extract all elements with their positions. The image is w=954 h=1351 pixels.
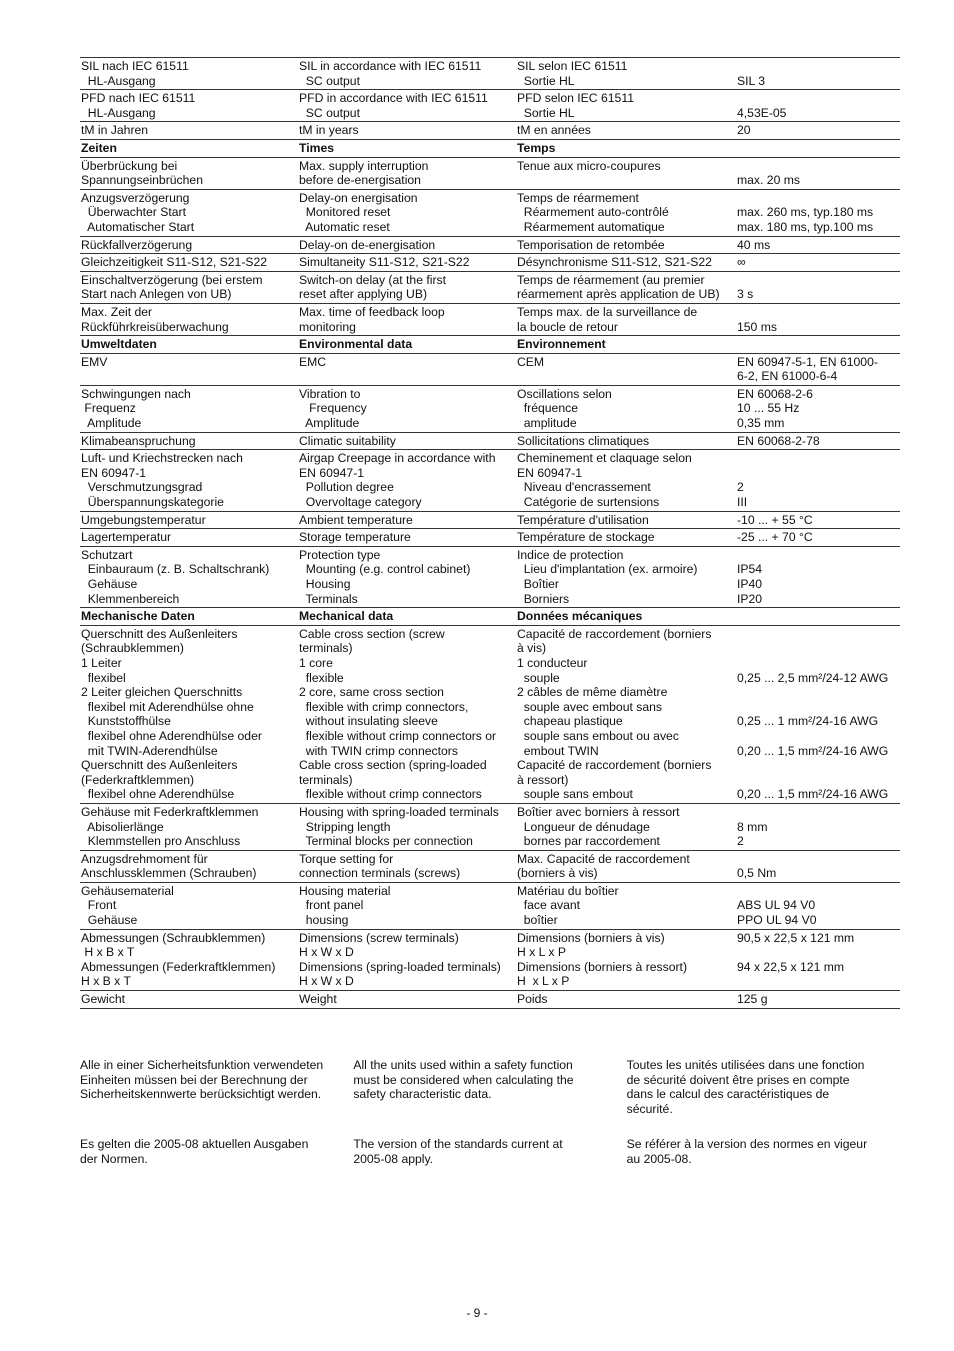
cell-de: PFD nach IEC 61511 HL-Ausgang [80,90,298,122]
cell-value: 150 ms [736,303,900,335]
table-row [80,189,900,236]
cell-de: Max. Zeit der Rückführkreisüberwachung [80,303,298,335]
table-row [80,850,900,882]
section-header-row [80,336,900,354]
cell-en: tM in years [298,122,516,140]
cell-fr: Température de stockage [516,529,736,547]
cell-en: PFD in accordance with IEC 61511 SC output [298,90,516,122]
cell-en: Weight [298,991,516,1009]
table-row [80,271,900,303]
cell-value [736,608,900,626]
cell-en: Delay-on energisation Monitored reset Automatic reset [298,189,516,236]
cell-fr: Tenue aux micro-coupures [516,157,736,189]
cell-value: 125 g [736,991,900,1009]
cell-value: 0,25 ... 2,5 mm²/24-12 AWG 0,25 ... 1 mm²/24-16 AWG 0,20 ... 1,5 mm²/24-16 AWG 0,20 ... 1,5 mm²/24-16 AWG [736,625,900,803]
cell-en: Ambient temperature [298,511,516,529]
cell-en: Mechanical data [298,608,516,626]
cell-fr: Temps [516,139,736,157]
cell-value: IP54 IP40 IP20 [736,546,900,607]
table-row [80,991,900,1009]
notes-standards [80,1137,900,1166]
cell-value: EN 60068-2-78 [736,432,900,450]
cell-de: Mechanische Daten [80,608,298,626]
section-header-row [80,608,900,626]
cell-fr: Données mécaniques [516,608,736,626]
cell-en: Vibration to Frequency Amplitude [298,385,516,432]
cell-de: Umgebungstemperatur [80,511,298,529]
cell-en: Delay-on de-energisation [298,236,516,254]
cell-de: Lagertemperatur [80,529,298,547]
table-row [80,929,900,990]
section-header-row [80,139,900,157]
cell-en: Torque setting for connection terminals (screws) [298,850,516,882]
cell-en: Storage temperature [298,529,516,547]
cell-value: 3 s [736,271,900,303]
cell-de: Gehäusematerial Front Gehäuse [80,882,298,929]
cell-de: Umweltdaten [80,336,298,354]
cell-fr: Matériau du boîtier face avant boîtier [516,882,736,929]
cell-en: Environmental data [298,336,516,354]
table-row [80,303,900,335]
cell-de: Gleichzeitigkeit S11-S12, S21-S22 [80,254,298,272]
cell-fr: Max. Capacité de raccordement (borniers à vis) [516,850,736,882]
cell-fr: Cheminement et claquage selon EN 60947-1 Niveau d'encrassement Catégorie de surtensions [516,450,736,511]
table-row [80,236,900,254]
cell-value: 20 [736,122,900,140]
cell-en: Switch-on delay (at the first reset after applying UB) [298,271,516,303]
cell-en: Dimensions (screw terminals) H x W x D Dimensions (spring-loaded terminals) H x W x D [298,929,516,990]
cell-de: Zeiten [80,139,298,157]
cell-en: Climatic suitability [298,432,516,450]
cell-fr: CEM [516,353,736,385]
cell-en: Max. supply interruption before de-energisation [298,157,516,189]
cell-de: Querschnitt des Außenleiters (Schraubklemmen) 1 Leiter flexibel 2 Leiter gleichen Querschnitts flexibel mit Aderendhülse ohne Kunststoffhülse flexibel ohne Aderendhülse oder mit TWIN-Aderendhülse Querschnitt des Außenleiters (Federkraftklemmen) flexibel ohne Aderendhülse [80,625,298,803]
cell-de: Klimabeanspruchung [80,432,298,450]
cell-value: EN 60947-5-1, EN 61000- 6-2, EN 61000-6-4 [736,353,900,385]
cell-fr: tM en années [516,122,736,140]
table-row [80,450,900,511]
cell-value: ABS UL 94 V0 PPO UL 94 V0 [736,882,900,929]
table-row [80,529,900,547]
cell-de: Gehäuse mit Federkraftklemmen Abisolierlänge Klemmstellen pro Anschluss [80,803,298,850]
cell-en: Airgap Creepage in accordance with EN 60947-1 Pollution degree Overvoltage category [298,450,516,511]
spec-table [80,57,900,1009]
cell-de: Anzugsverzögerung Überwachter Start Automatischer Start [80,189,298,236]
cell-fr: Indice de protection Lieu d'implantation (ex. armoire) Boîtier Borniers [516,546,736,607]
cell-fr: Désynchronisme S11-S12, S21-S22 [516,254,736,272]
cell-en: Protection type Mounting (e.g. control cabinet) Housing Terminals [298,546,516,607]
table-row [80,353,900,385]
table-row [80,122,900,140]
cell-value: -10 ... + 55 °C [736,511,900,529]
cell-de: Gewicht [80,991,298,1009]
cell-fr: Temps de réarmement Réarmement auto-contrôlé Réarmement automatique [516,189,736,236]
cell-value: 40 ms [736,236,900,254]
cell-fr: Température d'utilisation [516,511,736,529]
cell-de: Abmessungen (Schraubklemmen) H x B x T Abmessungen (Federkraftklemmen) H x B x T [80,929,298,990]
cell-value: max. 20 ms [736,157,900,189]
cell-fr: SIL selon IEC 61511 Sortie HL [516,58,736,90]
cell-fr: Dimensions (borniers à vis) H x L x P Dimensions (borniers à ressort) H x L x P [516,929,736,990]
table-row [80,625,900,803]
cell-de: Überbrückung bei Spannungseinbrüchen [80,157,298,189]
table-row [80,90,900,122]
cell-value: 90,5 x 22,5 x 121 mm 94 x 22,5 x 121 mm [736,929,900,990]
cell-de: Luft- und Kriechstrecken nach EN 60947-1 Verschmutzungsgrad Überspannungskategorie [80,450,298,511]
cell-value: ∞ [736,254,900,272]
table-row [80,58,900,90]
note-fr: Se référer à la version des normes en vigeur au 2005-08. [626,1137,868,1166]
cell-de: Schutzart Einbauraum (z. B. Schaltschrank) Gehäuse Klemmenbereich [80,546,298,607]
table-row [80,254,900,272]
cell-value [736,139,900,157]
cell-fr: Temps max. de la surveillance de la boucle de retour [516,303,736,335]
note-en: All the units used within a safety function must be considered when calculating the safety characteristic data. [353,1058,574,1102]
cell-value: 0,5 Nm [736,850,900,882]
cell-fr: Temps de réarmement (au premier réarmement après application de UB) [516,271,736,303]
table-row [80,803,900,850]
cell-fr: Sollicitations climatiques [516,432,736,450]
cell-de: Rückfallverzögerung [80,236,298,254]
cell-en: Housing material front panel housing [298,882,516,929]
note-de: Es gelten die 2005-08 aktuellen Ausgaben der Normen. [80,1137,309,1166]
cell-en: Cable cross section (screw terminals) 1 core flexible 2 core, same cross section flexible with crimp connectors, without insulating sleeve flexible without crimp connectors or with TWIN crimp connectors Cable cross section (spring-loaded terminals) flexible without crimp connectors [298,625,516,803]
notes-safety [80,1058,900,1116]
cell-value: 2 III [736,450,900,511]
cell-fr: PFD selon IEC 61511 Sortie HL [516,90,736,122]
cell-de: tM in Jahren [80,122,298,140]
cell-value: EN 60068-2-6 10 ... 55 Hz 0,35 mm [736,385,900,432]
cell-en: Housing with spring-loaded terminals Stripping length Terminal blocks per connection [298,803,516,850]
cell-de: Schwingungen nach Frequenz Amplitude [80,385,298,432]
table-row [80,511,900,529]
table-row [80,882,900,929]
table-row [80,385,900,432]
cell-value: max. 260 ms, typ.180 ms max. 180 ms, typ.100 ms [736,189,900,236]
cell-fr: Oscillations selon fréquence amplitude [516,385,736,432]
cell-value: SIL 3 [736,58,900,90]
note-en: The version of the standards current at 2005-08 apply. [353,1137,563,1166]
cell-value: 8 mm 2 [736,803,900,850]
table-row [80,432,900,450]
cell-en: EMC [298,353,516,385]
cell-fr: Temporisation de retombée [516,236,736,254]
cell-en: SIL in accordance with IEC 61511 SC output [298,58,516,90]
table-row [80,546,900,607]
cell-fr: Environnement [516,336,736,354]
cell-fr: Boîtier avec borniers à ressort Longueur de dénudage bornes par raccordement [516,803,736,850]
cell-value: 4,53E-05 [736,90,900,122]
cell-de: EMV [80,353,298,385]
cell-fr: Capacité de raccordement (borniers à vis) 1 conducteur souple 2 câbles de même diamètre souple avec embout sans chapeau plastique souple sans embout ou avec embout TWIN Capacité de raccordement (borniers à ressort) souple sans embout [516,625,736,803]
cell-value [736,336,900,354]
cell-de: Anzugsdrehmoment für Anschlussklemmen (Schrauben) [80,850,298,882]
cell-en: Simultaneity S11-S12, S21-S22 [298,254,516,272]
page-number: - 9 - [466,1306,488,1320]
cell-fr: Poids [516,991,736,1009]
cell-en: Max. time of feedback loop monitoring [298,303,516,335]
table-row [80,157,900,189]
note-de: Alle in einer Sicherheitsfunktion verwendeten Einheiten müssen bei der Berechnung der Sicherheitskennwerte berücksichtigt werden. [80,1058,324,1102]
cell-de: SIL nach IEC 61511 HL-Ausgang [80,58,298,90]
cell-de: Einschaltverzögerung (bei erstem Start nach Anlegen von UB) [80,271,298,303]
cell-en: Times [298,139,516,157]
cell-value: -25 ... + 70 °C [736,529,900,547]
note-fr: Toutes les unités utilisées dans une fonction de sécurité doivent être prises en compte dans le calcul des caractéristiques de sécurité. [626,1058,865,1116]
